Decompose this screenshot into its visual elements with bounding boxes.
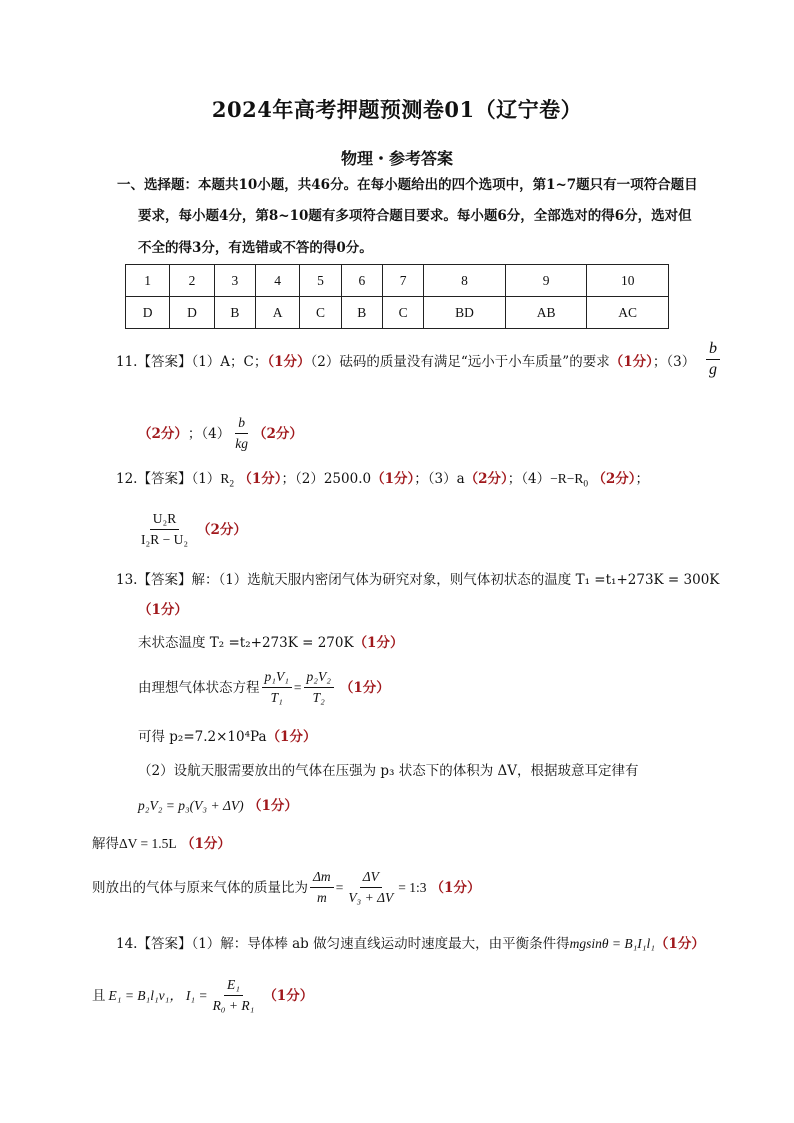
q14-eq2a: E₁ = B₁l₁v₁，	[108, 987, 183, 1003]
q12-semicolon: ；	[635, 471, 650, 487]
q13-line2-text: 末状态温度 T₂ =t₂+273K = 270K	[138, 635, 354, 651]
q12-r2: R	[220, 471, 230, 486]
answer-table	[125, 264, 669, 329]
q14-line1	[116, 934, 705, 954]
q13-eq8-r-num: ΔV	[360, 868, 382, 888]
table-cell: D	[126, 297, 170, 329]
section1-line3: 不全的得3分，有选错或不答的得0分。	[138, 240, 373, 256]
q13-eq7: ΔV = 1.5L	[119, 836, 177, 851]
table-cell: 5	[300, 265, 341, 297]
q11-score2: （1分）	[609, 354, 653, 370]
q14-eq2b-label: I₁ =	[185, 987, 208, 1003]
q11-line2	[138, 414, 303, 453]
table-row-numbers	[126, 265, 669, 297]
q13-line6	[138, 796, 298, 816]
q12-expr4-sub: 0	[583, 479, 589, 490]
q12-score4: （2分）	[592, 471, 636, 487]
q13-line2	[138, 633, 403, 653]
q11-frac3-num: b	[706, 340, 720, 360]
q14-eq2b-den: R₀ + R₁	[212, 998, 255, 1013]
q11-score3: （2分）	[138, 425, 188, 442]
table-cell: C	[300, 297, 341, 329]
q12-score3: （2分）	[464, 471, 508, 487]
q11-prefix: 11.【答案】（1）A；C；	[116, 354, 268, 370]
q12-score1: （1分）	[238, 471, 282, 487]
section1-line2: 要求，每小题4分，第8~10题有多项符合题目要求。每小题6分，全部选对的得6分，选对但	[138, 208, 692, 224]
q11-frac4-den: kg	[235, 436, 248, 451]
q13-eq3-r-den: T₂	[312, 690, 325, 705]
q13-line7	[92, 834, 231, 854]
q12-frac5-den: I₂R − U₂	[141, 532, 189, 547]
q13-score8: （1分）	[430, 879, 481, 896]
q14-line1-text: 14.【答案】（1）解：导体棒 ab 做匀速直线运动时速度最大，由平衡条件得	[116, 936, 570, 952]
table-cell: 3	[214, 265, 255, 297]
table-cell: 6	[341, 265, 382, 297]
q13-eq3-l-den: T₁	[270, 690, 283, 705]
q12-expr4: −R−R	[550, 471, 584, 486]
q13-line8-label: 则放出的气体与原来气体的质量比为	[92, 879, 308, 896]
page-subtitle: 物理・参考答案	[340, 149, 453, 168]
table-row-answers	[126, 297, 669, 329]
q13-line7-label: 解得	[92, 836, 119, 852]
q13-score2: （1分）	[353, 635, 404, 651]
q11-part4-label: ；（4）	[187, 425, 231, 442]
q11-frac3	[704, 340, 722, 379]
q13-line1: 13.【答案】解：（1）选航天服内密闭气体为研究对象，则气体初状态的温度 T₁ =t₁+273K = 300K	[116, 572, 720, 588]
q12-score5: （2分）	[197, 521, 247, 538]
q11-part3-label: ；（3）	[652, 354, 696, 370]
q13-line3: 由理想气体状态方程 $\frac{\text{p₁V₁}}{\text{T₁}}$ = $\frac{\text{p₂V₂}}{\text{T₂}}$ （1分）	[138, 669, 390, 705]
q12-line1	[116, 469, 649, 495]
q13-line3-label: 由理想气体状态方程	[138, 679, 260, 696]
table-cell: BD	[424, 297, 506, 329]
q13-score6: （1分）	[247, 798, 298, 814]
q14-score2: （1分）	[263, 987, 314, 1004]
table-cell: 4	[256, 265, 300, 297]
q14-eq2b-num: E₁	[224, 976, 243, 996]
q12-frac5-num: U₂R	[150, 510, 179, 530]
table-cell: B	[214, 297, 255, 329]
q12-prefix: 12.【答案】（1）	[116, 471, 221, 487]
q14-eq1: mgsinθ = B₁I₁l₁	[569, 936, 655, 951]
table-cell: 9	[505, 265, 587, 297]
q13-line4-text: 可得 p₂=7.2×10⁴Pa	[138, 729, 267, 745]
q13-line8: 则放出的气体与原来气体的质量比为 $\frac{\Delta m}{m}$ = $\frac{\Delta V}{\text{V₃ + ΔV}}$ = 1:3 （1分）	[92, 869, 481, 905]
table-cell: 1	[126, 265, 170, 297]
q14-line2-label: 且	[92, 987, 106, 1004]
section1-line1: 一、选择题：本题共10小题，共46分。在每小题给出的四个选项中，第1~7题只有一项符合题目	[117, 177, 698, 193]
q11-frac4-num: b	[235, 414, 248, 434]
table-cell: A	[256, 297, 300, 329]
q13-line4	[138, 727, 316, 747]
table-cell: C	[382, 297, 423, 329]
q12-score2: （1分）	[371, 471, 415, 487]
q13-score4: （1分）	[266, 729, 317, 745]
q13-score1: （1分）	[138, 602, 188, 618]
q13-eq8-l-den: m	[316, 890, 327, 905]
q11-frac3-den: g	[709, 361, 717, 378]
table-cell: D	[170, 297, 214, 329]
table-cell: 2	[170, 265, 214, 297]
q13-eq8-result: = 1:3	[398, 879, 427, 895]
q14-score1: （1分）	[654, 936, 705, 952]
q13-score3: （1分）	[339, 679, 390, 696]
table-cell: 7	[382, 265, 423, 297]
q13-eq3-r-num: p₂V₂	[304, 668, 334, 688]
q12-part2: ；（2）2500.0	[281, 471, 372, 487]
q11-score4: （2分）	[253, 425, 303, 442]
q14-line2	[92, 976, 313, 1015]
q13-score7: （1分）	[180, 836, 231, 852]
q13-eq8-l-num: Δm	[310, 868, 334, 888]
table-cell: AC	[587, 297, 669, 329]
q11-part2: （2）砝码的质量没有满足“远小于小车质量”的要求	[310, 354, 610, 370]
table-cell: AB	[505, 297, 587, 329]
q11-line1	[116, 352, 695, 372]
q12-line2	[136, 510, 247, 549]
q13-eq6: p₂V₂ = p₃(V₃ + ΔV)	[138, 798, 244, 813]
q12-part4: ；（4）	[507, 471, 551, 487]
q12-part3: ；（3）a	[414, 471, 465, 487]
q11-score1: （1分）	[267, 354, 311, 370]
table-cell: 10	[587, 265, 669, 297]
table-cell: 8	[424, 265, 506, 297]
q12-r2-sub: 2	[229, 479, 235, 490]
table-cell: B	[341, 297, 382, 329]
q13-eq8-r-den: V₃ + ΔV	[348, 890, 394, 905]
q13-line5: （2）设航天服需要放出的气体在压强为 p₃ 状态下的体积为 ΔV，根据玻意耳定律有	[138, 763, 639, 779]
q13-eq3-l-num: p₁V₁	[262, 668, 292, 688]
page-title: 2024年高考押题预测卷01（辽宁卷）	[211, 97, 583, 122]
